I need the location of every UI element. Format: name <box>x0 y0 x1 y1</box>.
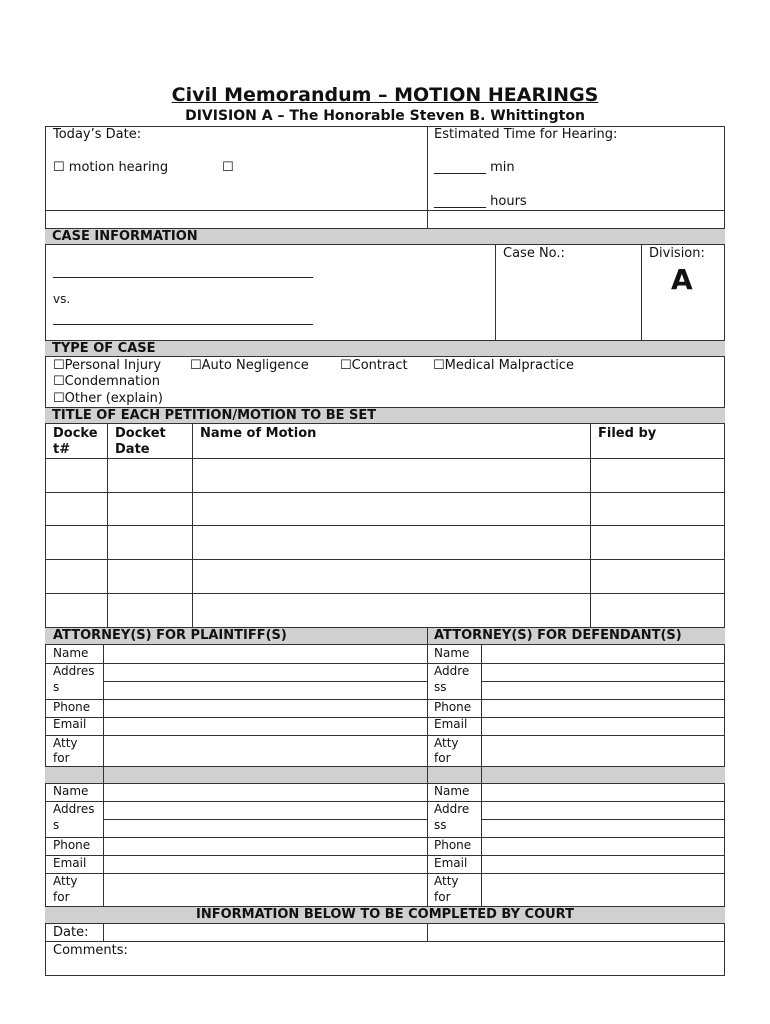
personal-injury-checkbox[interactable]: ☐Personal Injury <box>53 358 162 373</box>
case-information-heading: CASE INFORMATION <box>45 228 725 245</box>
d2-phone-label: Phone <box>434 838 472 852</box>
contract-checkbox[interactable]: ☐Contract <box>340 358 408 373</box>
p2-email-label: Email <box>53 856 87 870</box>
vs-label: vs. <box>53 292 71 306</box>
division-value: A <box>671 263 693 296</box>
motion-hearing-checkbox[interactable]: ☐ motion hearing <box>53 160 169 175</box>
d1-email-label: Email <box>434 717 468 731</box>
p1-atty-label-1: Atty <box>53 736 78 750</box>
type-of-case-heading: TYPE OF CASE <box>45 340 725 357</box>
other-explain-checkbox[interactable]: ☐Other (explain) <box>53 391 163 406</box>
col-name-of-motion: Name of Motion <box>200 426 317 441</box>
court-heading-band <box>45 906 725 924</box>
defendant-line[interactable]: ________________________________________ <box>53 311 313 326</box>
d1-atty-label-2: for <box>434 751 451 765</box>
court-heading: INFORMATION BELOW TO BE COMPLETED BY COURT <box>196 907 574 922</box>
medical-malpractice-checkbox[interactable]: ☐Medical Malpractice <box>433 358 574 373</box>
d2-atty-label-2: for <box>434 890 451 904</box>
motions-heading: TITLE OF EACH PETITION/MOTION TO BE SET <box>45 407 725 424</box>
d1-address-label-2: ss <box>434 680 447 694</box>
form-title: Civil Memorandum – MOTION HEARINGS <box>171 84 599 106</box>
d1-phone-label: Phone <box>434 700 472 714</box>
p1-phone-label: Phone <box>53 700 91 714</box>
form-subtitle: DIVISION A – The Honorable Steven B. Whittington <box>185 108 585 124</box>
d2-address-label-1: Addre <box>434 802 470 816</box>
court-date-label: Date: <box>53 925 89 940</box>
col-docket-2: t# <box>53 442 71 457</box>
d2-name-label: Name <box>434 784 470 798</box>
d2-address-label-2: ss <box>434 818 447 832</box>
todays-date-label: Today’s Date: <box>53 127 142 142</box>
d1-name-label: Name <box>434 646 470 660</box>
auto-negligence-checkbox[interactable]: ☐Auto Negligence <box>190 358 309 373</box>
col-docket-1: Docke <box>53 426 98 441</box>
p1-email-label: Email <box>53 717 87 731</box>
p2-phone-label: Phone <box>53 838 91 852</box>
col-docket-date-2: Date <box>115 442 150 457</box>
col-docket-date-1: Docket <box>115 426 166 441</box>
estimated-time-label: Estimated Time for Hearing: <box>434 127 618 142</box>
d1-address-label-1: Addre <box>434 664 470 678</box>
p1-address-label-2: s <box>53 680 60 694</box>
d2-email-label: Email <box>434 856 468 870</box>
p2-address-label-1: Addres <box>53 802 95 816</box>
division-label: Division: <box>649 246 705 261</box>
plaintiff-attorneys-heading: ATTORNEY(S) FOR PLAINTIFF(S) <box>53 628 287 643</box>
p2-atty-label-2: for <box>53 890 70 904</box>
condemnation-checkbox[interactable]: ☐Condemnation <box>53 374 160 389</box>
court-comments-label: Comments: <box>53 943 128 958</box>
plaintiff-line[interactable]: ________________________________________ <box>53 264 313 279</box>
p2-address-label-2: s <box>53 818 60 832</box>
other-hearing-checkbox[interactable]: ☐ <box>222 160 234 175</box>
p2-atty-label-1: Atty <box>53 874 78 888</box>
hours-field[interactable]: ________ hours <box>434 194 527 209</box>
min-field[interactable]: ________ min <box>434 160 515 175</box>
defendant-attorneys-heading: ATTORNEY(S) FOR DEFENDANT(S) <box>434 628 682 643</box>
p1-name-label: Name <box>53 646 89 660</box>
p1-atty-label-2: for <box>53 751 70 765</box>
case-no-label: Case No.: <box>503 246 565 261</box>
col-filed-by: Filed by <box>598 426 657 441</box>
p1-address-label-1: Addres <box>53 664 95 678</box>
form-frame <box>45 126 725 976</box>
d2-atty-label-1: Atty <box>434 874 459 888</box>
d1-atty-label-1: Atty <box>434 736 459 750</box>
p2-name-label: Name <box>53 784 89 798</box>
